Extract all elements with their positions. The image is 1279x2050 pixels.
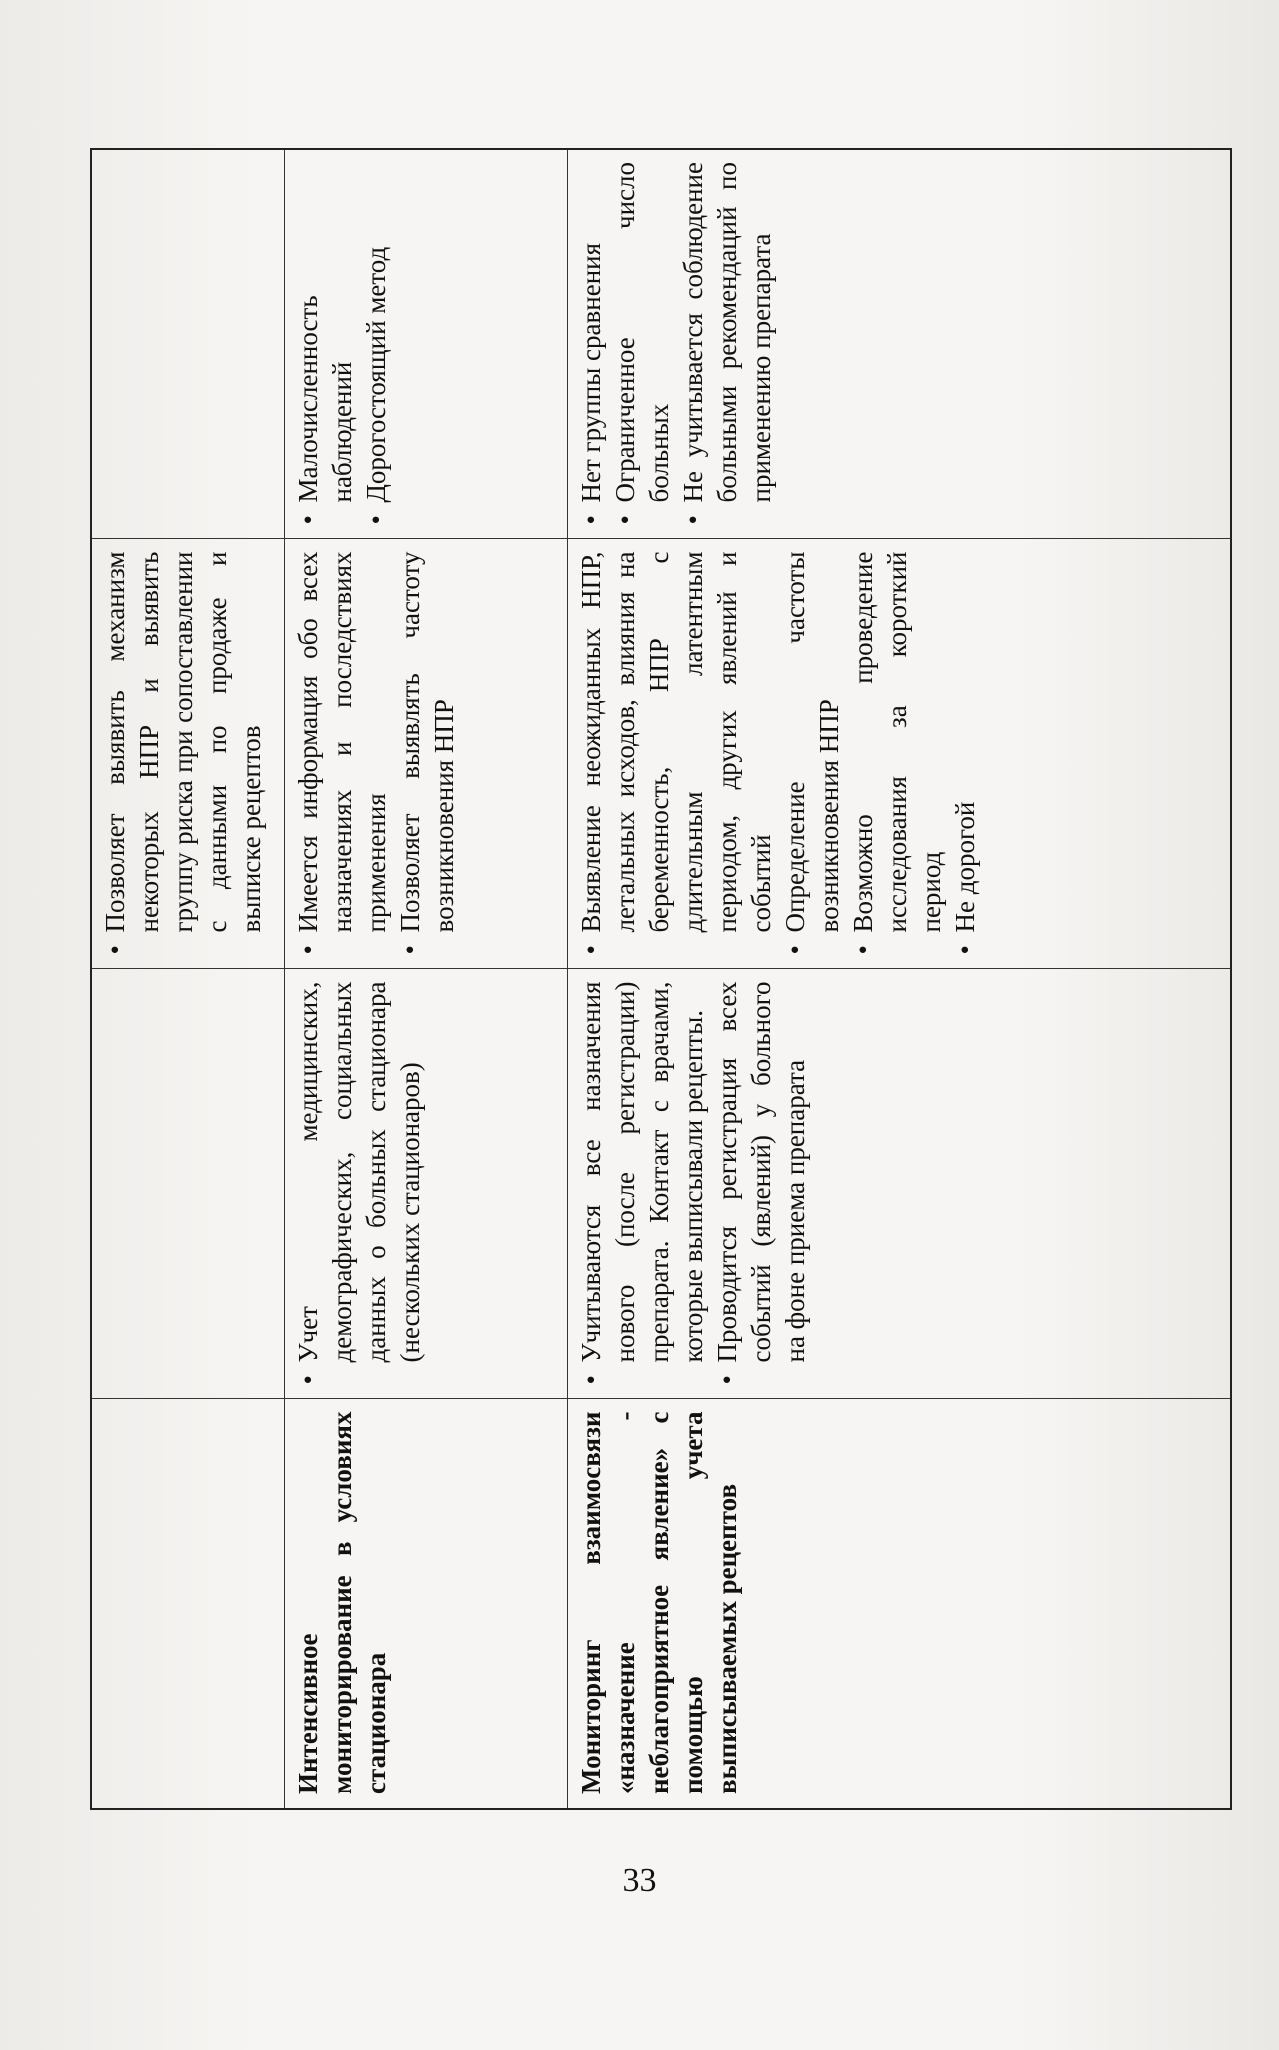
table-row bbox=[285, 149, 568, 1809]
page-number: 33 bbox=[622, 1862, 657, 1899]
list-item: • Дорогостоящий метод bbox=[359, 162, 393, 525]
list-item: • Имеется информация обо всех назначениях и последствиях применения bbox=[291, 552, 393, 955]
list-item: • Не дорогой bbox=[948, 552, 982, 955]
cell-disadvantages bbox=[568, 149, 1232, 539]
list-item: • Ограниченное число больных bbox=[608, 162, 676, 525]
list-item: • Позволяет выявить механизм некоторых НПР и выявить группу риска при сопоставлении с данными по продаже и выписке рецептов bbox=[98, 552, 268, 955]
cell-advantages bbox=[568, 539, 1232, 969]
table-row bbox=[568, 149, 1232, 1809]
cell-method-empty bbox=[91, 1399, 285, 1809]
cell-disadvantages-empty bbox=[91, 149, 285, 539]
list-item: • Малочисленность наблюдений bbox=[291, 162, 359, 525]
cell-disadvantages bbox=[285, 149, 568, 539]
pharmacovigilance-methods-table bbox=[90, 148, 1232, 1810]
cell-method: Мониторинг взаимосвязи «назначение - неблагоприятное явление» с помощью учета выписываемых рецептов bbox=[568, 1399, 1232, 1809]
cell-description-empty bbox=[91, 969, 285, 1399]
list-item: • Учитываются все назначения нового (после регистрации) препарата. Контакт с врачами, которые выписывали рецепты. bbox=[574, 982, 710, 1385]
table-row-continued bbox=[91, 149, 285, 1809]
list-item: • Проводится регистрация всех событий (явлений) у больного на фоне приема препарата bbox=[710, 982, 812, 1385]
list-item: • Выявление неожиданных НПР, летальных исходов, влияния на беременность, НПР с длительным латентным периодом, других явлений и событий bbox=[574, 552, 778, 955]
list-item: • Не учитывается соблюдение больными рекомендаций по применению препарата bbox=[676, 162, 778, 525]
list-item: • Возможно проведение исследования за короткий период bbox=[846, 552, 948, 955]
list-item: • Определение частоты возникновения НПР bbox=[778, 552, 846, 955]
list-item: • Учет медицинских, демографических, социальных данных о больных стационара (нескольких стационаров) bbox=[291, 982, 427, 1385]
cell-method: Интенсивное мониторирование в условиях стационара bbox=[285, 1399, 568, 1809]
cell-description bbox=[568, 969, 1232, 1399]
list-item: • Нет группы сравнения bbox=[574, 162, 608, 525]
cell-description bbox=[285, 969, 568, 1399]
rotated-table bbox=[90, 150, 1190, 1810]
cell-advantages bbox=[285, 539, 568, 969]
cell-advantages bbox=[91, 539, 285, 969]
list-item: • Позволяет выявлять частоту возникновения НПР bbox=[393, 552, 461, 955]
